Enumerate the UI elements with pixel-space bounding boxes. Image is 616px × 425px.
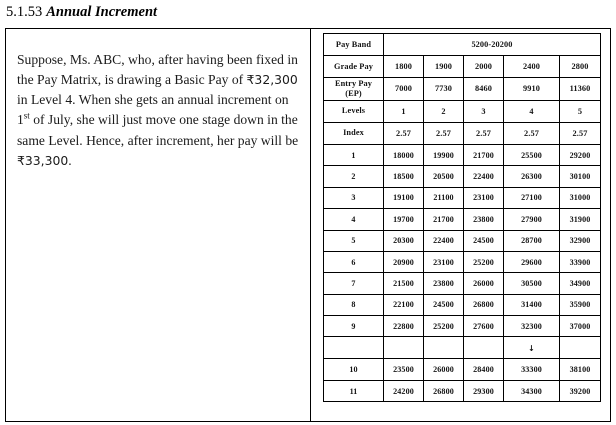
note-text-1: Suppose, Ms. ABC, who, after having been fixed in the Pay Matrix, is drawing a Basic Pay of <box>17 51 298 87</box>
pay-cell: 27100 <box>504 187 560 208</box>
basic-pay-amount: ₹32,300 <box>246 71 298 87</box>
pay-cell: 26300 <box>504 166 560 187</box>
entry-pay-label-line1: Entry Pay <box>334 78 373 88</box>
row-index: 4 <box>324 209 384 230</box>
table-row <box>324 209 601 230</box>
pay-cell: 29200 <box>560 144 601 165</box>
table-row <box>324 251 601 272</box>
pay-cell: 25200 <box>424 316 464 337</box>
table-row <box>324 166 601 187</box>
pay-cell: 26000 <box>424 359 464 380</box>
row-index: 8 <box>324 294 384 315</box>
note-paragraph <box>17 50 300 172</box>
pay-cell: 26000 <box>464 273 504 294</box>
pay-cell: 23500 <box>384 359 424 380</box>
row-label-grade-pay: Grade Pay <box>324 56 384 78</box>
pay-cell: 25200 <box>464 251 504 272</box>
row-label-pay-band: Pay Band <box>324 34 384 56</box>
table-row-pay-band <box>324 34 601 56</box>
table-row <box>324 359 601 380</box>
highlighted-pay-cell: 33300 <box>504 359 560 380</box>
pay-cell: 37000 <box>560 316 601 337</box>
pay-cell: 19100 <box>384 187 424 208</box>
table-row <box>324 294 601 315</box>
pay-band-value: 5200-20200 <box>384 34 601 56</box>
level-3: 3 <box>464 100 504 122</box>
pay-cell: 31000 <box>560 187 601 208</box>
pay-cell: 22100 <box>384 294 424 315</box>
pay-cell: 30500 <box>504 273 560 294</box>
pay-cell: 19700 <box>384 209 424 230</box>
table-row-entry-pay <box>324 78 601 100</box>
down-arrow-icon: ↓ <box>504 337 560 359</box>
section-heading <box>6 2 157 22</box>
table-row-grade-pay <box>324 56 601 78</box>
row-index: 3 <box>324 187 384 208</box>
level-4: 4 <box>504 100 560 122</box>
pay-cell: 21500 <box>384 273 424 294</box>
entry-pay-4: 9910 <box>504 78 560 100</box>
note-text-4: . <box>68 153 72 169</box>
pay-cell: 21100 <box>424 187 464 208</box>
entry-pay-5: 11360 <box>560 78 601 100</box>
ordinal-suffix: st <box>23 110 30 121</box>
pay-cell: 33900 <box>560 251 601 272</box>
pay-cell: 31900 <box>560 209 601 230</box>
row-label-levels: Levels <box>324 100 384 122</box>
pay-cell: 20500 <box>424 166 464 187</box>
table-row <box>324 316 601 337</box>
entry-pay-2: 7730 <box>424 78 464 100</box>
incremented-pay-amount: ₹33,300 <box>17 153 69 169</box>
row-index: 6 <box>324 251 384 272</box>
note-text-3: of July, she will just move one stage down in the same Level. Hence, after increment, her pay will be <box>17 112 299 148</box>
table-row <box>324 187 601 208</box>
pay-cell: 25500 <box>504 144 560 165</box>
pay-cell: 23800 <box>424 273 464 294</box>
matrix-cell <box>311 29 610 421</box>
level-1: 1 <box>384 100 424 122</box>
pay-cell: 21700 <box>424 209 464 230</box>
index-3: 2.57 <box>464 122 504 144</box>
row-index: 1 <box>324 144 384 165</box>
highlighted-pay-cell: 32300 <box>504 316 560 337</box>
row-index: 9 <box>324 316 384 337</box>
table-row-index <box>324 122 601 144</box>
pay-cell: 22800 <box>384 316 424 337</box>
index-5: 2.57 <box>560 122 601 144</box>
row-label-entry-pay <box>324 78 384 100</box>
grade-pay-3: 2000 <box>464 56 504 78</box>
grade-pay-2: 1900 <box>424 56 464 78</box>
entry-pay-label-line2: (EP) <box>345 88 362 98</box>
index-4: 2.57 <box>504 122 560 144</box>
pay-matrix-table <box>323 33 601 402</box>
row-index: 10 <box>324 359 384 380</box>
pay-cell: 21700 <box>464 144 504 165</box>
pay-cell: 27600 <box>464 316 504 337</box>
pay-cell: 34900 <box>560 273 601 294</box>
entry-pay-3: 8460 <box>464 78 504 100</box>
row-index <box>324 337 384 359</box>
pay-cell: 22400 <box>464 166 504 187</box>
pay-cell: 27900 <box>504 209 560 230</box>
pay-cell: 28400 <box>464 359 504 380</box>
pay-cell: 24200 <box>384 380 424 401</box>
index-1: 2.57 <box>384 122 424 144</box>
pay-cell: 24500 <box>464 230 504 251</box>
grade-pay-5: 2800 <box>560 56 601 78</box>
content-frame <box>5 28 611 422</box>
pay-cell: 20900 <box>384 251 424 272</box>
grade-pay-1: 1800 <box>384 56 424 78</box>
pay-cell: 23800 <box>464 209 504 230</box>
pay-cell: 26800 <box>464 294 504 315</box>
pay-cell <box>424 337 464 359</box>
pay-cell: 30100 <box>560 166 601 187</box>
pay-cell <box>560 337 601 359</box>
index-2: 2.57 <box>424 122 464 144</box>
table-row-arrow <box>324 337 601 359</box>
section-title: Annual Increment <box>46 4 158 20</box>
matrix-data-body <box>324 144 601 401</box>
pay-cell: 29600 <box>504 251 560 272</box>
pay-cell: 34300 <box>504 380 560 401</box>
level-2: 2 <box>424 100 464 122</box>
note-text-2: in Level 4. When she gets an annual increment on 1 <box>17 92 289 128</box>
table-row-levels <box>324 100 601 122</box>
pay-cell: 38100 <box>560 359 601 380</box>
pay-cell: 19900 <box>424 144 464 165</box>
pay-cell: 22400 <box>424 230 464 251</box>
note-cell <box>6 29 311 421</box>
table-row <box>324 144 601 165</box>
pay-cell: 18000 <box>384 144 424 165</box>
row-index: 5 <box>324 230 384 251</box>
row-index: 11 <box>324 380 384 401</box>
pay-cell: 23100 <box>424 251 464 272</box>
pay-cell: 18500 <box>384 166 424 187</box>
pay-cell: 39200 <box>560 380 601 401</box>
grade-pay-4: 2400 <box>504 56 560 78</box>
row-label-index: Index <box>324 122 384 144</box>
table-row <box>324 230 601 251</box>
pay-cell <box>464 337 504 359</box>
row-index: 7 <box>324 273 384 294</box>
pay-cell: 35900 <box>560 294 601 315</box>
entry-pay-1: 7000 <box>384 78 424 100</box>
pay-cell: 32900 <box>560 230 601 251</box>
pay-cell: 20300 <box>384 230 424 251</box>
pay-cell <box>384 337 424 359</box>
pay-cell: 23100 <box>464 187 504 208</box>
row-index: 2 <box>324 166 384 187</box>
pay-cell: 28700 <box>504 230 560 251</box>
section-number: 5.1.53 <box>6 4 43 20</box>
table-row <box>324 273 601 294</box>
table-row <box>324 380 601 401</box>
pay-cell: 26800 <box>424 380 464 401</box>
pay-cell: 24500 <box>424 294 464 315</box>
level-5: 5 <box>560 100 601 122</box>
pay-cell: 31400 <box>504 294 560 315</box>
pay-cell: 29300 <box>464 380 504 401</box>
